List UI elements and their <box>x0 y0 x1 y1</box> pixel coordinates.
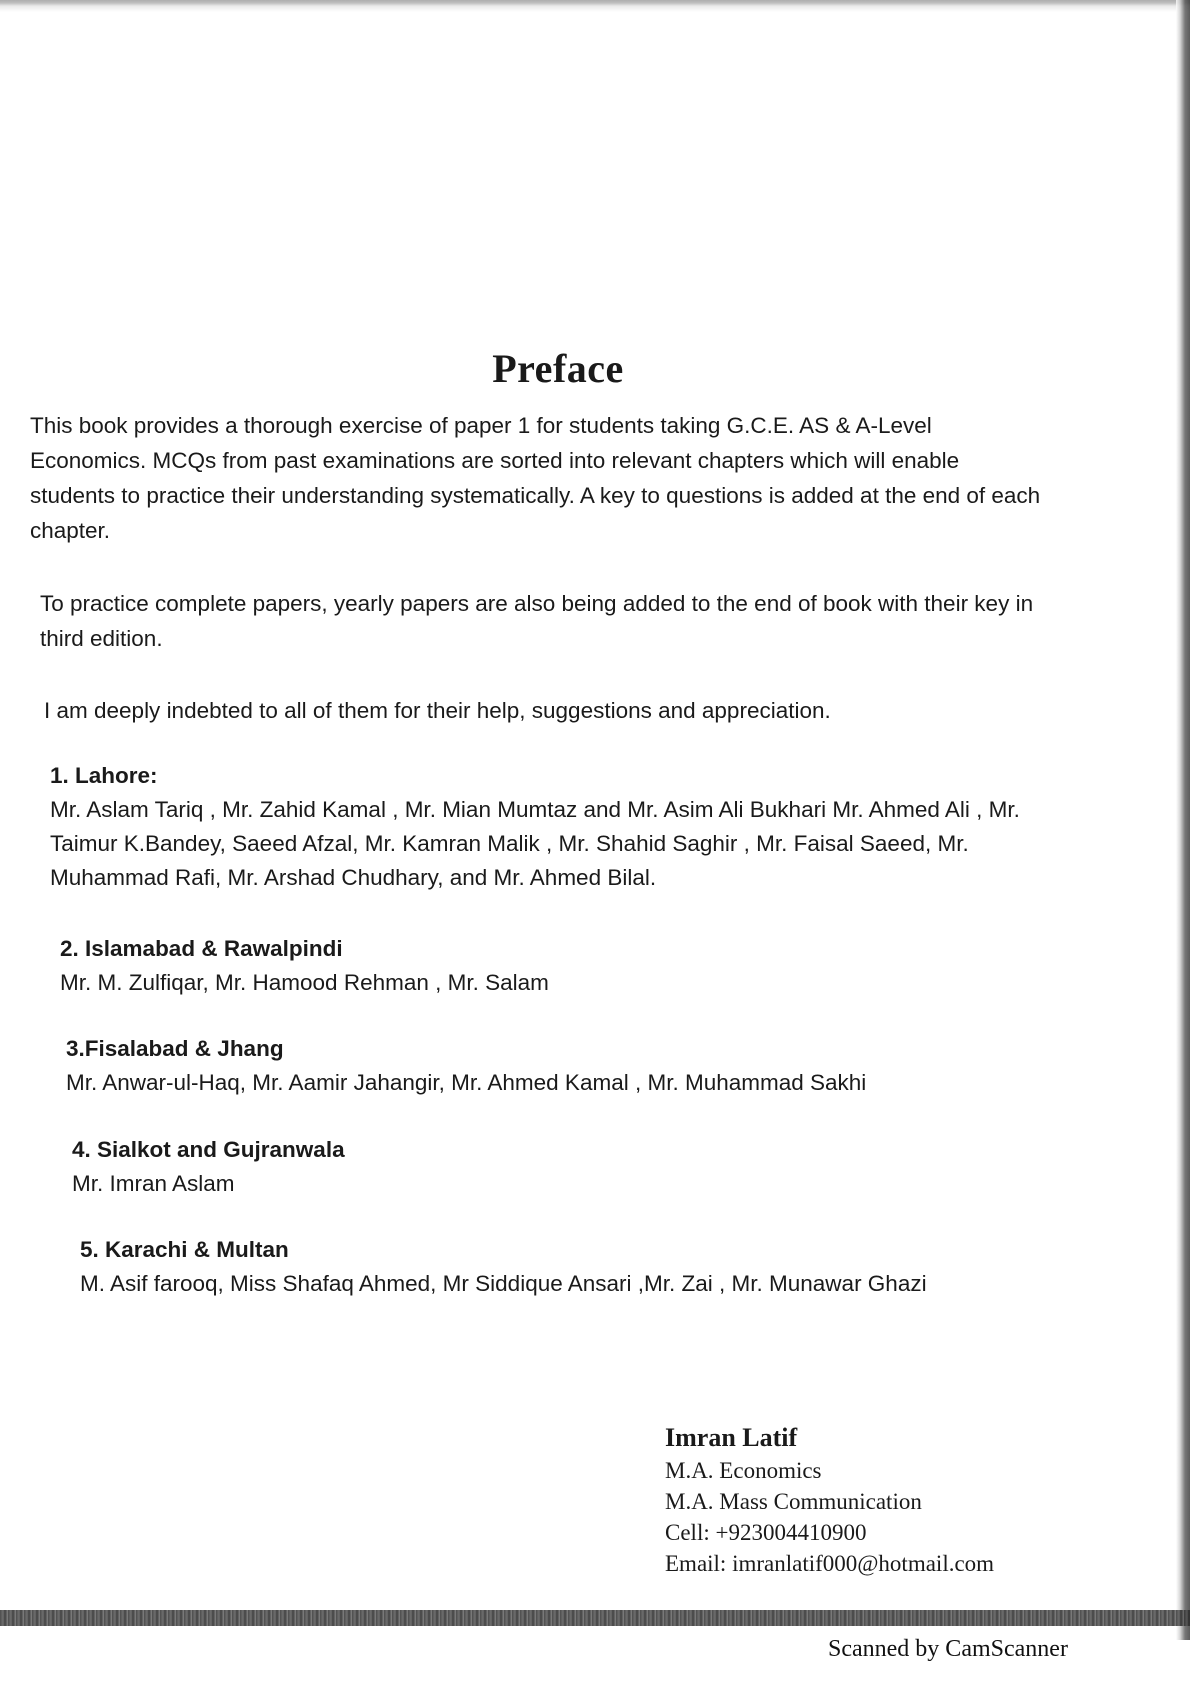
city-section-lahore <box>50 759 1060 895</box>
city-names: Mr. Imran Aslam <box>72 1171 235 1196</box>
scanner-watermark: Scanned by CamScanner <box>828 1636 1068 1662</box>
author-email: Email: imranlatif000@hotmail.com <box>665 1551 995 1576</box>
city-heading: 3.Fisalabad & Jhang <box>66 1036 284 1061</box>
city-heading: 4. Sialkot and Gujranwala <box>72 1137 345 1162</box>
city-heading: 5. Karachi & Multan <box>80 1237 289 1262</box>
edition-paragraph: To practice complete papers, yearly papers are also being added to the end of book with their key in third edition. <box>40 591 1034 651</box>
acknowledgement-paragraph: I am deeply indebted to all of them for their help, suggestions and appreciation. <box>44 698 831 723</box>
city-section-karachi <box>80 1233 1070 1301</box>
city-names: Mr. Anwar-ul-Haq, Mr. Aamir Jahangir, Mr. Ahmed Kamal , Mr. Muhammad Sakhi <box>66 1070 867 1095</box>
city-heading: 1. Lahore: <box>50 763 158 788</box>
city-section-islamabad <box>60 932 1060 1000</box>
city-heading: 2. Islamabad & Rawalpindi <box>60 936 343 961</box>
city-names: Mr. Aslam Tariq , Mr. Zahid Kamal , Mr. Mian Mumtaz and Mr. Asim Ali Bukhari Mr. Ahmed Ali , Mr. Taimur K.Bandey, Saeed Afzal, Mr. Kamran Malik , Mr. Shahid Saghir , Mr. Faisal Saeed, Mr. Muhammad Rafi, Mr. Arshad Chudhary, and Mr. Ahmed Bilal. <box>50 797 1020 890</box>
author-name: Imran Latif <box>665 1423 798 1452</box>
city-section-sialkot <box>72 1133 1062 1201</box>
author-cell: Cell: +923004410900 <box>665 1520 867 1545</box>
author-degree-economics: M.A. Economics <box>665 1458 822 1483</box>
city-names: M. Asif farooq, Miss Shafaq Ahmed, Mr Siddique Ansari ,Mr. Zai , Mr. Munawar Ghazi <box>80 1271 927 1296</box>
scan-border-bottom <box>0 1610 1190 1626</box>
city-names: Mr. M. Zulfiqar, Mr. Hamood Rehman , Mr. Salam <box>60 970 549 995</box>
scan-border-right <box>1176 0 1190 1640</box>
city-section-fisalabad <box>66 1032 1066 1100</box>
author-degree-mass-communication: M.A. Mass Communication <box>665 1489 922 1514</box>
page-title: Preface <box>492 345 624 391</box>
intro-paragraph: This book provides a thorough exercise of paper 1 for students taking G.C.E. AS & A-Level Economics. MCQs from past examinations are sorted into relevant chapters which will enable students to practice their understanding systematically. A key to questions is added at the end of each chapter. <box>30 413 1041 543</box>
author-signature-block <box>665 1422 1085 1579</box>
